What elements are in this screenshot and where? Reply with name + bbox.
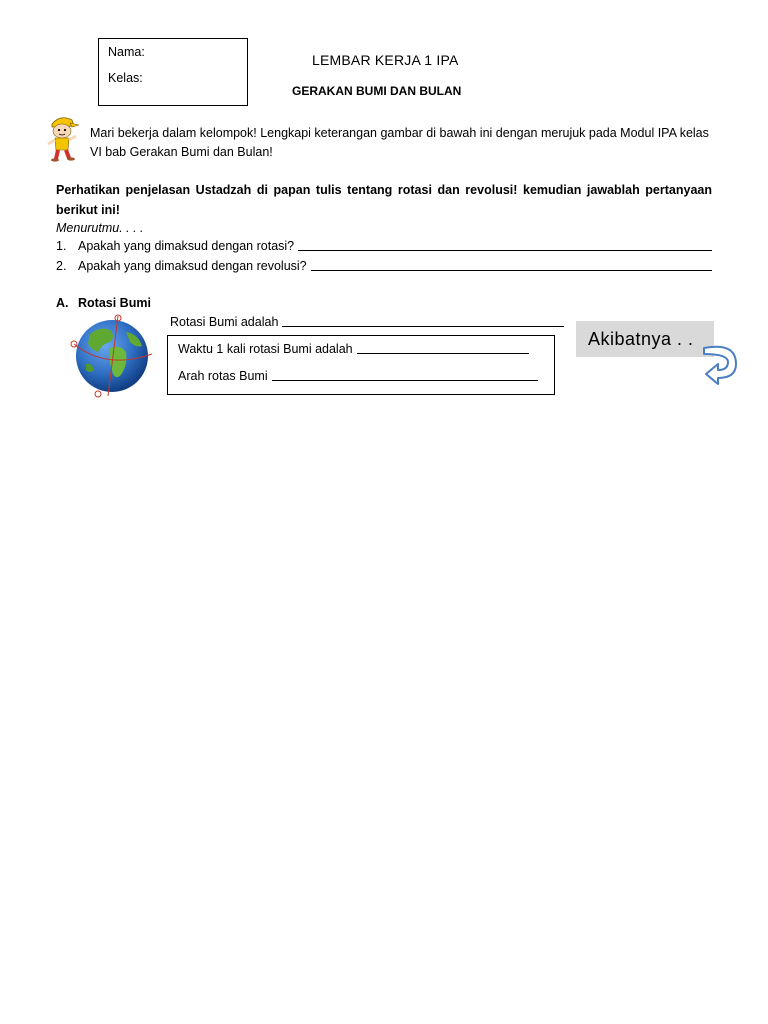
- section-letter: A.: [56, 296, 69, 310]
- answer-line[interactable]: [311, 257, 712, 271]
- page-subtitle: GERAKAN BUMI DAN BULAN: [292, 84, 462, 98]
- earth-globe-icon: [66, 314, 156, 400]
- arah-row: [178, 367, 538, 385]
- question-text: Apakah yang dimaksud dengan rotasi?: [78, 239, 295, 253]
- page-title: LEMBAR KERJA 1 IPA: [312, 52, 459, 68]
- waktu-row: [178, 340, 529, 358]
- akibat-callout: [576, 321, 714, 357]
- intro-text: Mari bekerja dalam kelompok! Lengkapi keterangan gambar di bawah ini dengan merujuk pada Modul IPA kelas VI bab Gerakan Bumi dan Bulan!: [90, 126, 709, 159]
- menurutmu-text: Menurutmu. . . .: [56, 221, 144, 235]
- question-item: [56, 257, 712, 275]
- arah-label: Arah rotas Bumi: [178, 369, 268, 383]
- instruction-text: Perhatikan penjelasan Ustadzah di papan tulis tentang rotasi dan revolusi! kemudian jawablah pertanyaan berikut ini!: [56, 183, 712, 217]
- rotation-info-box: [167, 335, 555, 395]
- question-text: Apakah yang dimaksud dengan revolusi?: [78, 259, 307, 273]
- student-info-box: [98, 38, 248, 106]
- question-number: 2.: [56, 259, 67, 273]
- question-number: 1.: [56, 239, 67, 253]
- boy-mascot-icon: [44, 114, 84, 162]
- rotasi-label: Rotasi Bumi adalah: [170, 315, 279, 329]
- answer-line[interactable]: [298, 237, 712, 251]
- section-title: Rotasi Bumi: [78, 296, 151, 310]
- section-heading: [56, 294, 151, 312]
- waktu-label: Waktu 1 kali rotasi Bumi adalah: [178, 342, 353, 356]
- arah-answer-line[interactable]: [272, 367, 538, 381]
- kelas-label: Kelas:: [108, 71, 143, 85]
- rotasi-definition: [170, 313, 564, 331]
- curved-arrow-icon: [700, 340, 742, 390]
- question-item: [56, 237, 712, 255]
- nama-label: Nama:: [108, 45, 145, 59]
- akibat-label: Akibatnya . .: [588, 329, 694, 349]
- rotasi-answer-line[interactable]: [282, 313, 564, 327]
- waktu-answer-line[interactable]: [357, 340, 529, 354]
